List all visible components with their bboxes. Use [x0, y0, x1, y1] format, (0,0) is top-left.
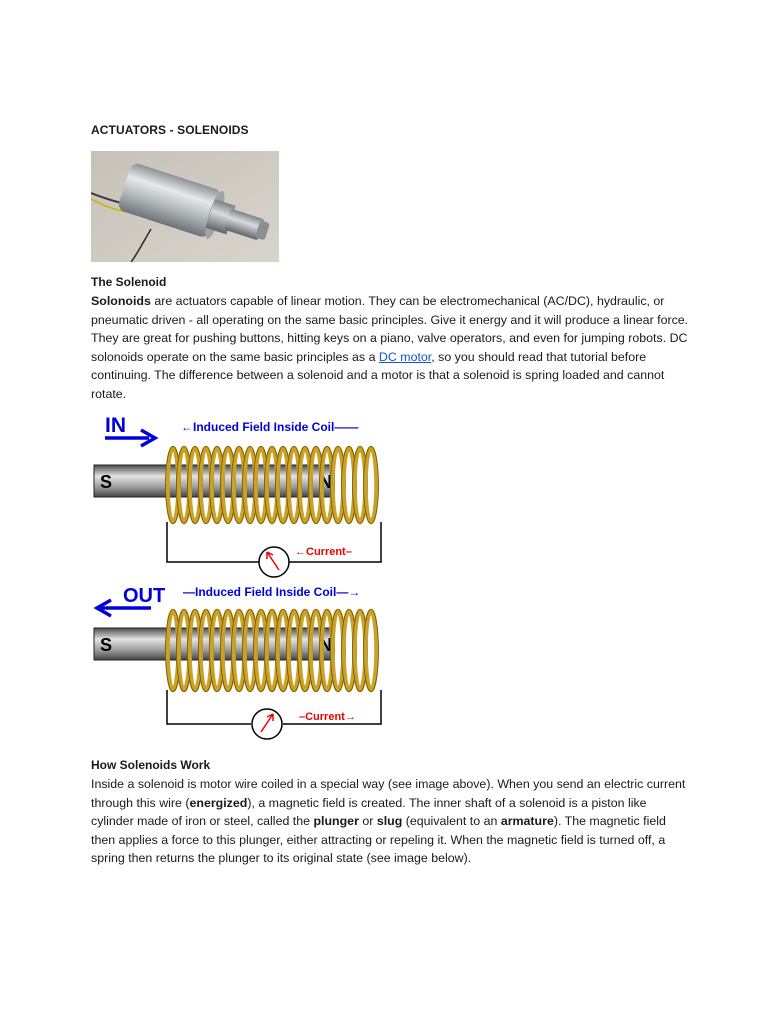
section-heading-the-solenoid: The Solenoid: [91, 275, 167, 289]
direction-label-in: IN: [105, 414, 126, 437]
solenoid-out-diagram: [91, 580, 391, 748]
bold-term-energized: energized: [189, 795, 248, 810]
paragraph-text: (equivalent to an: [402, 814, 501, 829]
induced-field-label: —Induced Field Inside Coil—→: [183, 585, 361, 599]
coil-winding: [366, 448, 377, 522]
current-label: –Current→: [299, 711, 356, 723]
pole-n-label: N: [319, 635, 332, 655]
solenoid-photo: [91, 151, 279, 262]
induced-field-label: ←Induced Field Inside Coil——: [181, 420, 359, 434]
paragraph-text: ). The magnetic field then applies a force to this plunger, either attracting or repeling it. When the magnetic field is turned off, a spring then returns the plunger to its original state (see image below).: [91, 814, 666, 866]
document-title: ACTUATORS - SOLENOIDS: [91, 123, 249, 137]
dc-motor-link[interactable]: DC motor: [378, 349, 432, 364]
direction-label-out: OUT: [123, 585, 166, 607]
section-heading-how-solenoids-work: How Solenoids Work: [91, 758, 211, 772]
solenoid-in-diagram: [91, 410, 391, 582]
coil-winding: [366, 611, 377, 690]
pole-s-label: S: [100, 635, 113, 655]
how-solenoids-work-paragraph: [91, 775, 691, 868]
paragraph-text: are actuators capable of linear motion. They can be electromechanical (AC/DC), hydraulic, or pneumatic driven - all operating on the same basic principles. Give it energy and it will produce a linear force. They are great for pushing buttons, hitting keys on a piano, valve operators, and even for jumping robots. DC solonoids operate on the same basic principles as a: [91, 294, 689, 364]
pole-s-label: S: [100, 472, 113, 492]
bold-term-armature: armature: [500, 814, 554, 829]
bold-term-slug: slug: [376, 814, 403, 829]
bold-term-solonoids: Solonoids: [91, 294, 151, 308]
paragraph-text: ), a magnetic field is created. The inner shaft of a solenoid is a piston like cylinder made of iron or steel, called the: [91, 795, 647, 829]
paragraph-text: Inside a solenoid is motor wire coiled in a special way (see image above). When you send an electric current through this wire (: [91, 777, 686, 810]
paragraph-text: , so you should read that tutorial before continuing. The difference between a solenoid and a motor is that a solenoid is spring loaded and cannot rotate.: [91, 349, 665, 401]
paragraph-text: or: [358, 814, 377, 829]
bold-term-plunger: plunger: [313, 814, 359, 829]
solenoid-intro-paragraph: [91, 292, 691, 404]
current-label: ←Current–: [295, 546, 352, 558]
pole-n-label: N: [319, 472, 332, 492]
